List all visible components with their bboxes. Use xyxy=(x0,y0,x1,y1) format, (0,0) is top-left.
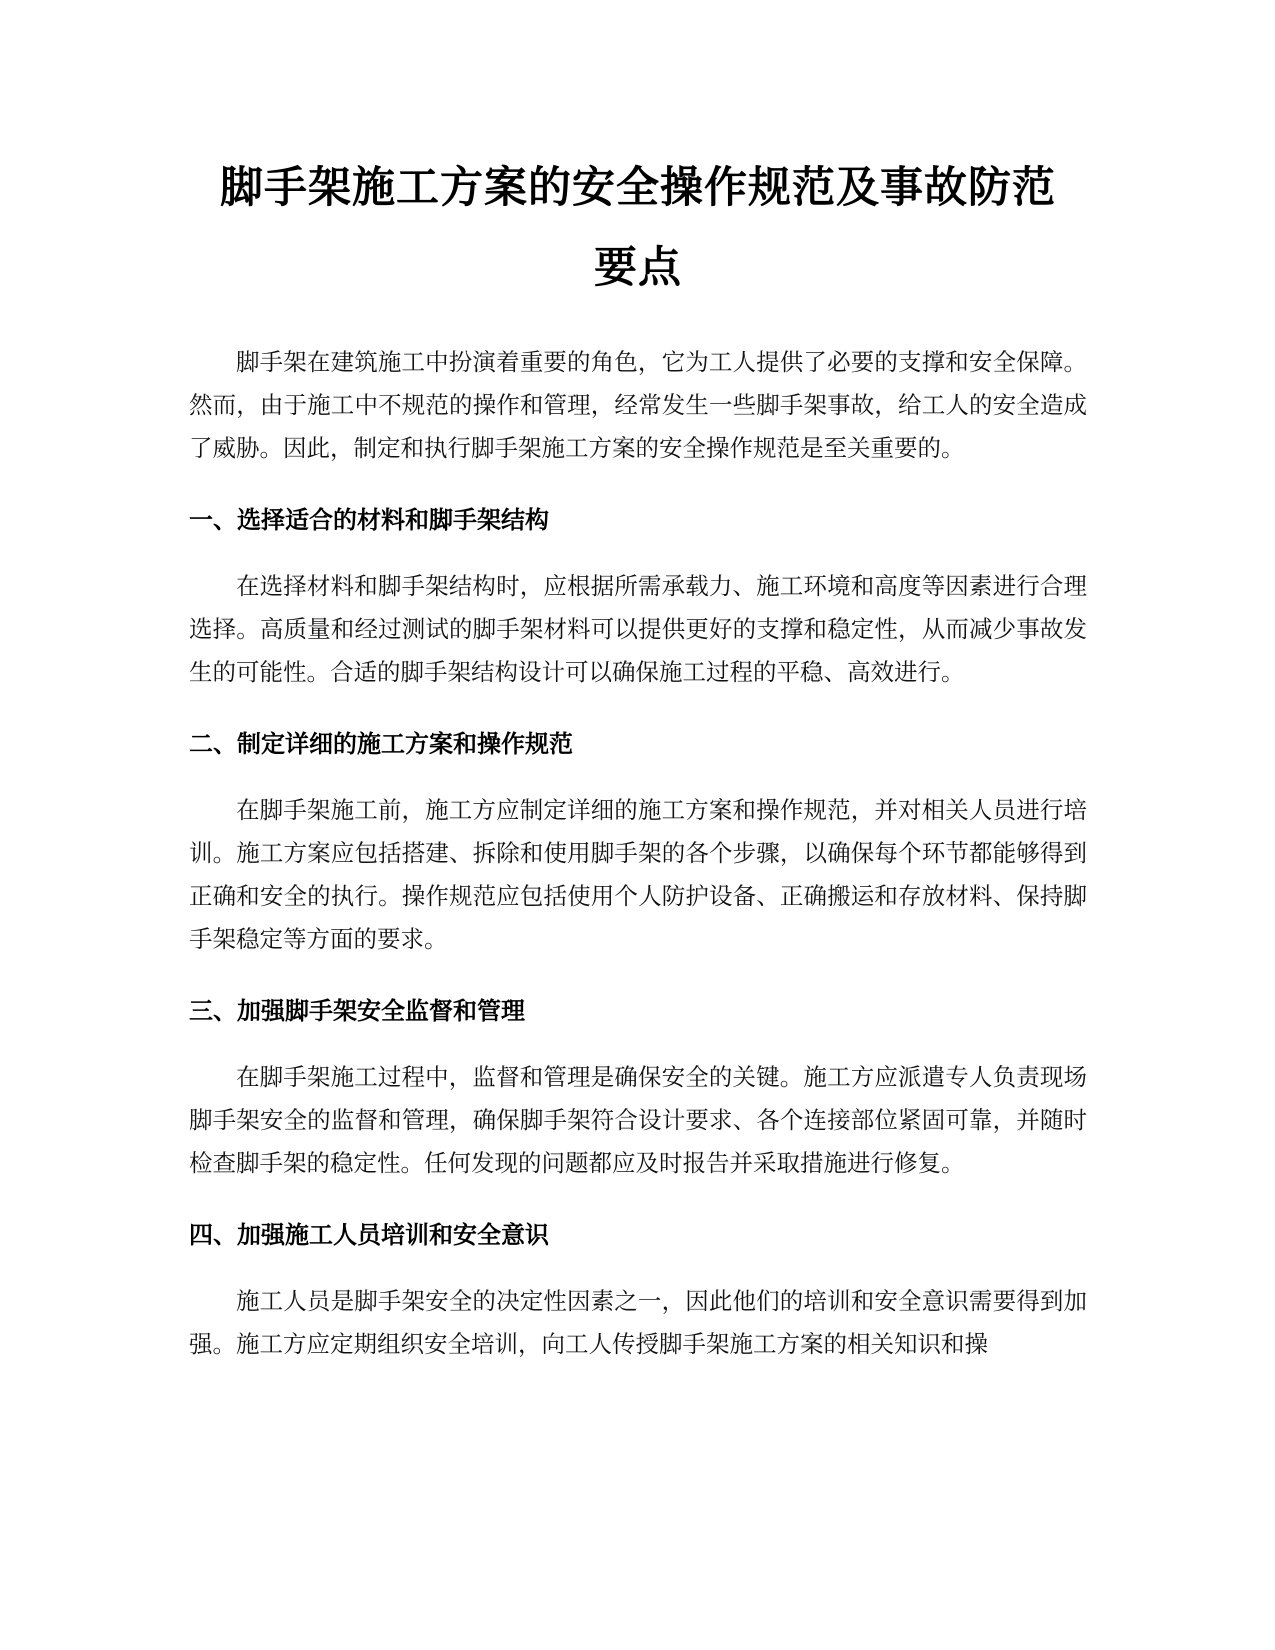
document-title xyxy=(189,148,1087,308)
section-body-2: 在脚手架施工前，施工方应制定详细的施工方案和操作规范，并对相关人员进行培训。施工方案应包括搭建、拆除和使用脚手架的各个步骤，以确保每个环节都能够得到正确和安全的执行。操作规范应包括使用个人防护设备、正确搬运和存放材料、保持脚手架稳定等方面的要求。 xyxy=(189,796,1087,953)
section-body-4: 施工人员是脚手架安全的决定性因素之一，因此他们的培训和安全意识需要得到加强。施工方应定期组织安全培训，向工人传授脚手架施工方案的相关知识和操 xyxy=(189,1287,1087,1358)
section-heading-2: 二、制定详细的施工方案和操作规范 xyxy=(189,730,573,758)
section-heading-4: 四、加强施工人员培训和安全意识 xyxy=(189,1221,549,1249)
section-body-1: 在选择材料和脚手架结构时，应根据所需承载力、施工环境和高度等因素进行合理选择。高质量和经过测试的脚手架材料可以提供更好的支撑和稳定性，从而减少事故发生的可能性。合适的脚手架结构设计可以确保施工过程的平稳、高效进行。 xyxy=(189,572,1087,686)
title-line-1: 脚手架施工方案的安全操作规范及事故防范 xyxy=(220,163,1056,213)
intro-paragraph: 脚手架在建筑施工中扮演着重要的角色，它为工人提供了必要的支撑和安全保障。然而，由于施工中不规范的操作和管理，经常发生一些脚手架事故，给工人的安全造成了威胁。因此，制定和执行脚手架施工方案的安全操作规范是至关重要的。 xyxy=(189,348,1087,462)
document-content xyxy=(189,148,1087,1366)
section-body-3: 在脚手架施工过程中，监督和管理是确保安全的关键。施工方应派遣专人负责现场脚手架安全的监督和管理，确保脚手架符合设计要求、各个连接部位紧固可靠，并随时检查脚手架的稳定性。任何发现的问题都应及时报告并采取措施进行修复。 xyxy=(189,1063,1087,1177)
title-line-2: 要点 xyxy=(594,243,682,293)
section-heading-3: 三、加强脚手架安全监督和管理 xyxy=(189,997,525,1025)
section-heading-1: 一、选择适合的材料和脚手架结构 xyxy=(189,506,549,534)
